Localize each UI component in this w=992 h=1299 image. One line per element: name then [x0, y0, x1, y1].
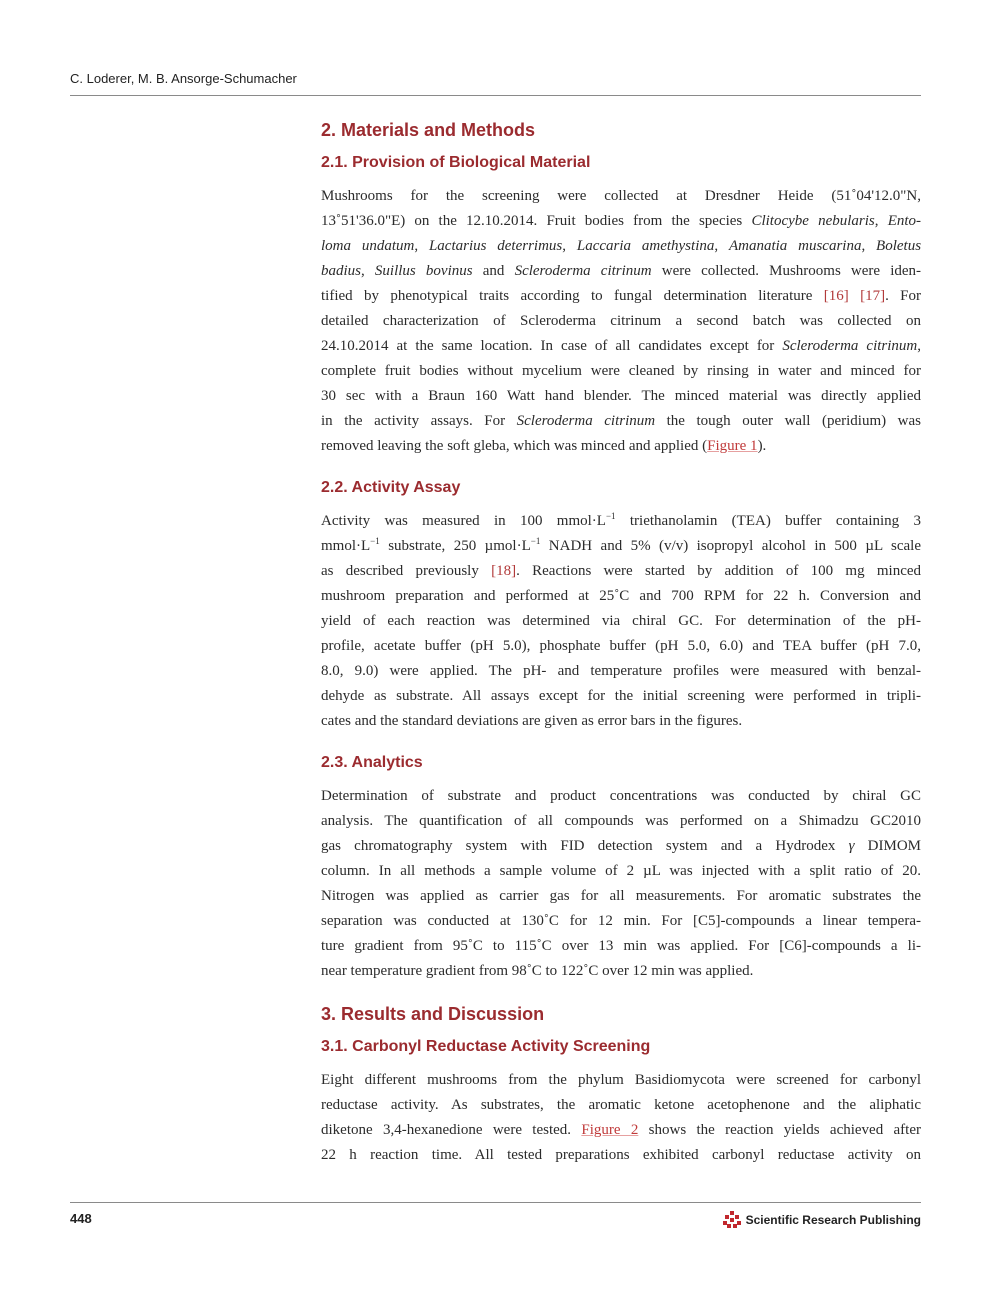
species-name: Amanatia muscarina [728, 238, 862, 254]
species-name: Boletus [876, 238, 922, 254]
text-line: dehyde as substrate. All assays except for the initial screening were performed in tripli- [321, 688, 921, 704]
figure-link-1[interactable]: Figure 1 [707, 438, 758, 454]
text-line: column. In all methods a sample volume of 2 µL was injected with a split ratio of 20. [321, 863, 921, 879]
subsection-heading-activity-assay: 2.2. Activity Assay [321, 479, 461, 496]
text-line: in the activity assays. For Scleroderma citrinum the tough outer wall (peridium) was [321, 413, 921, 429]
paragraph-activity-assay [321, 509, 921, 734]
subsection-heading-analytics: 2.3. Analytics [321, 754, 423, 771]
section-heading-materials-methods: 2. Materials and Methods [321, 120, 536, 140]
text-line: complete fruit bodies without mycelium were cleaned by rinsing in water and minced for [321, 363, 921, 379]
text-line: tified by phenotypical traits according to fungal determination literature [16] [17]. For [321, 288, 922, 304]
text-line: detailed characterization of Scleroderma citrinum a second batch was collected on [321, 313, 921, 329]
text-line: Activity was measured in 100 $mmol\cdot L^{-1}$ triethanolamin (TEA) buffer containing 3 [321, 511, 922, 529]
paragraph-biological-material [321, 184, 921, 459]
subsection-heading-biological-material: 2.1. Provision of Biological Material [321, 154, 591, 171]
species-name: Scleroderma citrinum [782, 338, 918, 354]
header-rule [70, 95, 921, 96]
species-name: Lactarius deterrimus [428, 238, 563, 254]
text-line: as described previously [18]. Reactions were started by addition of 100 mg minced [321, 563, 922, 579]
text-line: near temperature gradient from 98˚C to 122˚C over 12 min was applied. [321, 963, 754, 979]
species-name: loma undatum [321, 238, 415, 254]
text-line: diketone 3,4-hexanedione were tested. Figure 2 shows the reaction yields achieved after [321, 1122, 922, 1138]
citation-link-17[interactable]: [17] [860, 288, 886, 304]
species-name: badius [321, 263, 362, 279]
section-heading-results-discussion: 3. Results and Discussion [321, 1004, 545, 1024]
citation-link-16[interactable]: [16] [823, 288, 849, 304]
species-name: Laccaria amethystina [576, 238, 715, 254]
publisher-logo[interactable] [722, 1210, 921, 1230]
species-name: Clitocybe nebularis [751, 213, 875, 229]
text-line: yield of each reaction was determined via chiral GC. For determination of the pH- [321, 613, 921, 629]
text-line: $mmol\cdot L^{-1}$ substrate, 250 $\mu mol\cdot L^{-1}$ NADH and 5% (v/v) isopropyl alcohol in 500 µL scale [321, 536, 922, 554]
publisher-name: Scientific Research Publishing [745, 1213, 921, 1227]
text-line: Eight different mushrooms from the phylum Basidiomycota were screened for carbonyl [321, 1072, 921, 1088]
text-line: 22 h reaction time. All tested preparations exhibited carbonyl reductase activity on [321, 1147, 921, 1163]
text-line: 8.0, 9.0) were applied. The pH- and temperature profiles were measured with benzal- [321, 663, 921, 679]
article-body [321, 116, 921, 1168]
footer-rule [70, 1202, 921, 1203]
text-line: Determination of substrate and product concentrations was conducted by chiral GC [321, 788, 921, 804]
text-line: gas chromatography system with FID detection system and a Hydrodex γ DIMOM [321, 838, 922, 854]
text-line: mushroom preparation and performed at 25˚C and 700 RPM for 22 h. Conversion and [321, 588, 921, 604]
citation-link-18[interactable]: [18] [491, 563, 517, 579]
text-line: removed leaving the soft gleba, which was minced and applied (Figure 1). [321, 438, 767, 454]
text-line: cates and the standard deviations are given as error bars in the figures. [321, 713, 743, 729]
text-line: 13˚51'36.0"E) on the 12.10.2014. Fruit bodies from the species Clitocybe nebularis, Ento- [321, 213, 922, 229]
text-line: 30 sec with a Braun 160 Watt hand blender. The minced material was directly applied [321, 388, 921, 404]
text-line: analysis. The quantification of all compounds was performed on a Shimadzu GC2010 [321, 813, 921, 829]
text-line: 24.10.2014 at the same location. In case of all candidates except for Scleroderma citrinum, [321, 338, 922, 354]
publisher-emblem-icon [722, 1210, 742, 1230]
paragraph-carbonyl-reductase [321, 1068, 921, 1168]
text-line: Nitrogen was applied as carrier gas for all measurements. For aromatic substrates the [321, 888, 921, 904]
page-number: 448 [70, 1211, 92, 1226]
text-line: Mushrooms for the screening were collected at Dresdner Heide (51˚04'12.0"N, [321, 188, 921, 204]
text-line: loma undatum, Lactarius deterrimus, Laccaria amethystina, Amanatia muscarina, Boletus [321, 238, 922, 254]
paragraph-analytics [321, 784, 921, 984]
text-line: reductase activity. As substrates, the aromatic ketone acetophenone and the aliphatic [321, 1097, 921, 1113]
species-name: Suillus bovinus [374, 263, 473, 279]
species-name: Scleroderma citrinum [514, 263, 652, 279]
subsection-heading-carbonyl-reductase: 3.1. Carbonyl Reductase Activity Screening [321, 1038, 651, 1055]
text-line: separation was conducted at 130˚C for 12 min. For [C5]-compounds a linear tempera- [321, 913, 921, 929]
text-line: profile, acetate buffer (pH 5.0), phosphate buffer (pH 5.0, 6.0) and TEA buffer (pH 7.0, [321, 638, 921, 654]
header-authors: C. Loderer, M. B. Ansorge-Schumacher [70, 71, 297, 86]
text-line: badius, Suillus bovinus and Scleroderma citrinum were collected. Mushrooms were iden- [321, 263, 922, 279]
species-name: Scleroderma citrinum [516, 413, 656, 429]
text-line: ture gradient from 95˚C to 115˚C over 13 min was applied. For [C6]-compounds a li- [321, 938, 921, 954]
figure-link-2[interactable]: Figure 2 [581, 1122, 639, 1138]
